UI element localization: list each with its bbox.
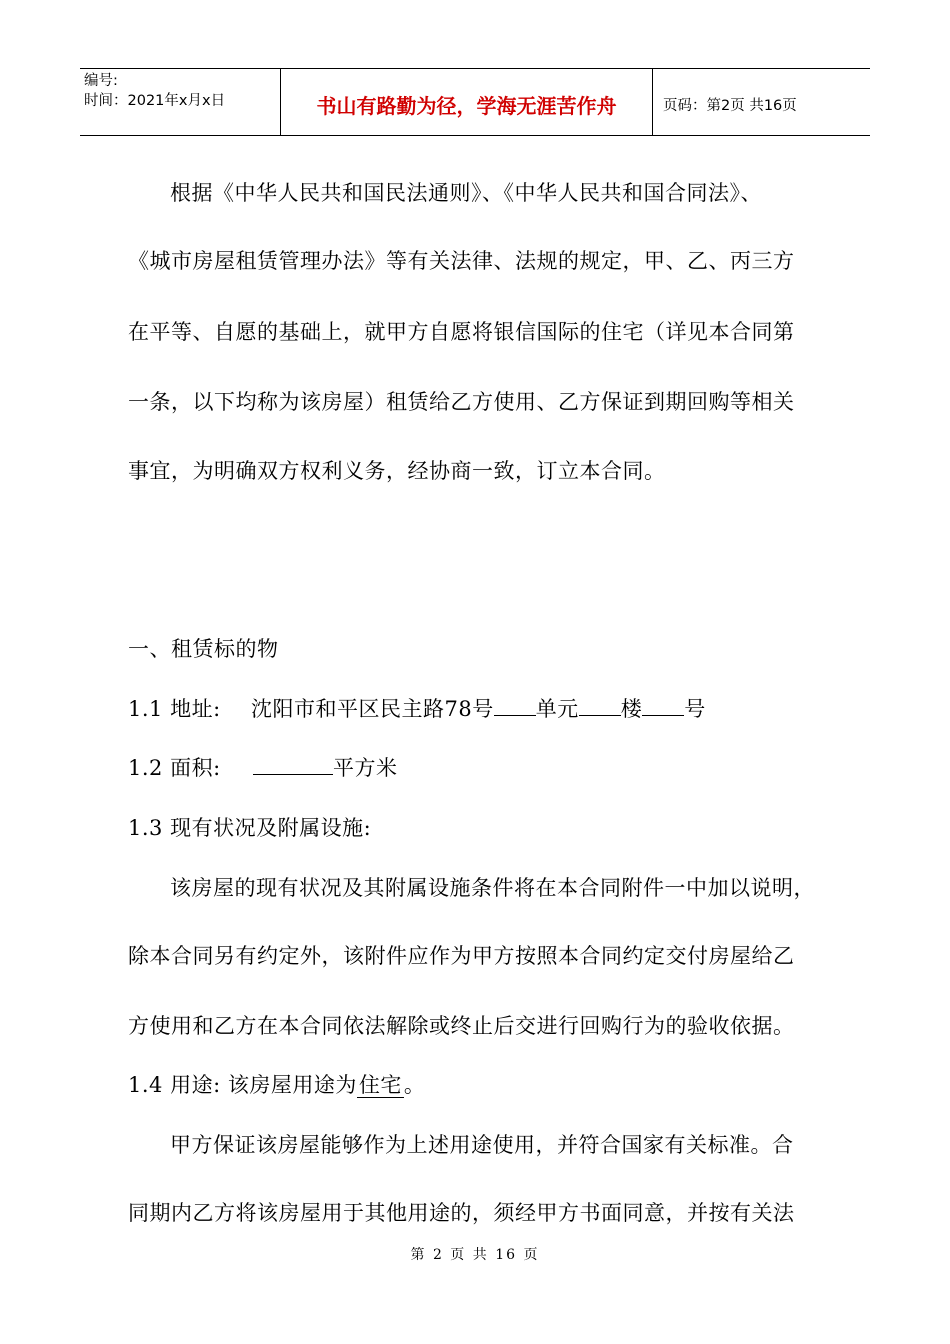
unit-label: 单元	[535, 697, 579, 721]
header-page-info: 页码：第2页 共16页	[663, 97, 797, 114]
intro-line-4: 一条，以下均称为该房屋）租赁给乙方使用、乙方保证到期回购等相关	[128, 390, 795, 414]
number-label: 编号:	[84, 73, 118, 89]
intro-line-1: 根据《中华人民共和国民法通则》、《中华人民共和国合同法》、	[170, 181, 762, 205]
building-blank	[579, 695, 621, 716]
item-1-2-area	[128, 753, 398, 783]
address-text: 沈阳市和平区民主路78号	[251, 697, 494, 721]
para-1-3-line-3: 方使用和乙方在本合同依法解除或终止后交进行回购行为的验收依据。	[128, 1014, 795, 1038]
para-1-3-line-2: 除本合同另有约定外，该附件应作为甲方按照本合同约定交付房屋给乙	[128, 944, 795, 968]
item-1-1-label: 1.1 地址:	[128, 697, 221, 721]
intro-line-5: 事宜，为明确双方权利义务，经协商一致，订立本合同。	[128, 459, 666, 483]
item-1-1-address	[128, 694, 706, 724]
number-label-suffix: 号	[684, 697, 706, 721]
item-1-2-label: 1.2 面积:	[128, 756, 221, 780]
item-1-4-usage	[128, 1070, 425, 1100]
page-header	[80, 68, 870, 136]
header-motto: 书山有路勤为径，学海无涯苦作舟	[281, 69, 653, 135]
para-1-3-line-1: 该房屋的现有状况及其附属设施条件将在本合同附件一中加以说明，	[170, 876, 815, 900]
usage-value: 住宅	[358, 1073, 402, 1097]
number-blank	[642, 695, 684, 716]
usage-end: 。	[403, 1073, 426, 1097]
intro-line-2: 《城市房屋租赁管理办法》等有关法律、法规的规定，甲、乙、丙三方	[128, 249, 795, 273]
item-1-4-label: 1.4 用途:	[128, 1073, 221, 1097]
para-1-4-line-2: 同期内乙方将该房屋用于其他用途的，须经甲方书面同意，并按有关法	[128, 1201, 795, 1225]
area-blank	[253, 754, 333, 775]
intro-line-3: 在平等、自愿的基础上，就甲方自愿将银信国际的住宅（详见本合同第	[128, 320, 795, 344]
page-footer: 第 2 页 共 16 页	[410, 1247, 540, 1263]
para-1-4-line-1: 甲方保证该房屋能够作为上述用途使用，并符合国家有关标准。合	[170, 1133, 794, 1157]
usage-text: 该房屋用途为	[227, 1073, 357, 1097]
unit-blank	[494, 695, 536, 716]
section-1-title: 一、租赁标的物	[128, 637, 279, 661]
area-unit: 平方米	[333, 756, 398, 780]
building-label: 楼	[620, 697, 643, 721]
header-meta	[80, 69, 281, 135]
time-label: 时间：2021年x月x日	[84, 93, 226, 109]
item-1-3-title: 1.3 现有状况及附属设施:	[128, 816, 372, 840]
